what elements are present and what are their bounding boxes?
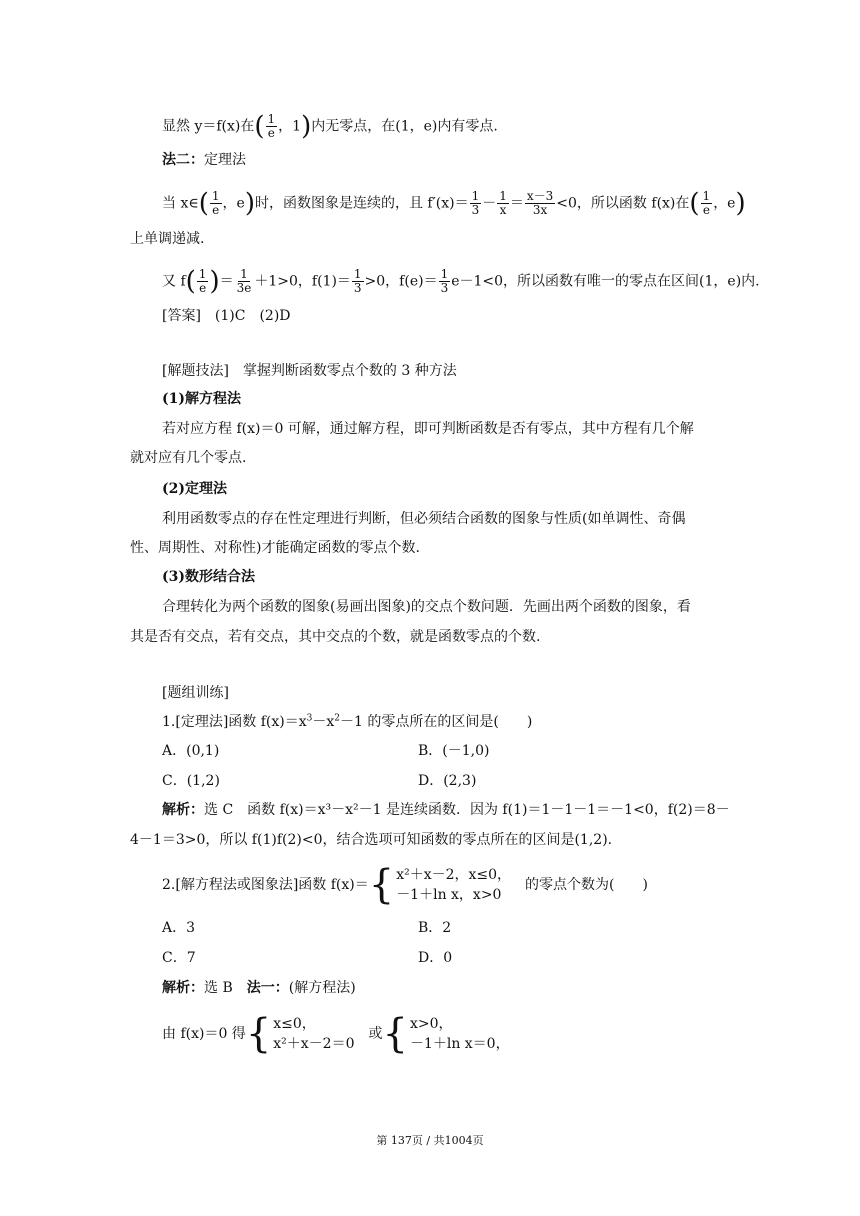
method-1-line-1: 若对应方程 f(x)＝0 可解，通过解方程，即可判断函数是否有零点，其中方程有几个解: [162, 421, 694, 437]
group-training-heading: [题组训练]: [162, 685, 229, 701]
method-two-heading: 法二：定理法: [162, 152, 246, 168]
q1-option-d: D．(2,3): [418, 773, 477, 789]
q1-option-a: A．(0,1): [162, 743, 220, 759]
question-2: 2.[解方程法或图象法]函数 f(x)＝ { x²＋x－2，x≤0， －1＋ln x，x>0 的零点个数为( ): [162, 862, 648, 908]
method-2-line-2: 性、周期性、对称性)才能确定函数的零点个数.: [130, 540, 420, 556]
text-line-5: 又 f( $\frac{1}{e}$ )＝ $\frac{1}{3e}$ ＋1>0，f(1)＝ $\frac{1}{3}$ >0，f(e)＝ $\frac{1}{3}$ e－1<0，所以函数有唯一的零点在区间(1，e)内.: [162, 266, 760, 297]
q2-option-b: B．2: [418, 920, 452, 936]
q2-option-d: D．0: [418, 950, 453, 966]
q1-option-c: C．(1,2): [162, 773, 220, 789]
question-1: 1.[定理法]函数 $f(x)=x^3-x^2-1$ 的零点所在的区间是( ): [162, 713, 533, 730]
method-3-line-2: 其是否有交点，若有交点，其中交点的个数，就是函数零点的个数.: [130, 629, 541, 645]
method-2-line-1: 利用函数零点的存在性定理进行判断，但必须结合函数的图象与性质(如单调性、奇偶: [162, 511, 686, 527]
fraction: $\frac{1}{e}$: [267, 112, 276, 140]
method-3-title: (3)数形结合法: [162, 569, 255, 585]
piecewise-function: { x²＋x－2，x≤0， －1＋ln x，x>0: [368, 862, 512, 908]
q2-option-a: A．3: [162, 920, 196, 936]
q2-solution-system: 由 f(x)＝0 得 { x≤0， x²＋x－2＝0 或 { x>0， －1＋ln x＝0，: [162, 1011, 510, 1057]
text-line-1: 显然 y＝f(x)在( $\frac{1}{e}$ ，1)内无零点，在(1，e)内有零点.: [162, 111, 498, 142]
q1-analysis-line-1: 解析：选 C 函数 f(x)＝x³－x²－1 是连续函数．因为 f(1)＝1－1－1＝－1<0，f(2)＝8－: [162, 802, 730, 818]
tips-heading: [解题技法] 掌握判断函数零点个数的 3 种方法: [162, 363, 457, 379]
text-line-3: 当 x∈( $\frac{1}{e}$ ，e)时，函数图象是连续的，且 f′(x)＝ $\frac{1}{3}$ － $\frac{1}{x}$ ＝ $\frac{x-3}{3x}$ <0，所以函数 f(x)在( $\frac{1}{e}$ ，e): [162, 188, 746, 219]
text-line-4: 上单调递减.: [130, 231, 205, 247]
method-2-title: (2)定理法: [162, 481, 227, 497]
method-1-title: (1)解方程法: [162, 391, 241, 407]
method-1-line-2: 就对应有几个零点.: [130, 450, 247, 466]
q2-analysis: 解析：选 B 法一：(解方程法): [162, 980, 356, 996]
answer-line: [答案] (1)C (2)D: [162, 308, 291, 324]
q2-option-c: C．7: [162, 950, 196, 966]
q1-option-b: B．(－1,0): [418, 743, 490, 759]
page-footer: 第 137页 / 共1004页: [376, 1134, 484, 1147]
method-3-line-1: 合理转化为两个函数的图象(易画出图象)的交点个数问题．先画出两个函数的图象，看: [162, 599, 691, 615]
q1-analysis-line-2: 4－1＝3>0，所以 f(1)f(2)<0，结合选项可知函数的零点所在的区间是(1,2).: [130, 832, 613, 848]
